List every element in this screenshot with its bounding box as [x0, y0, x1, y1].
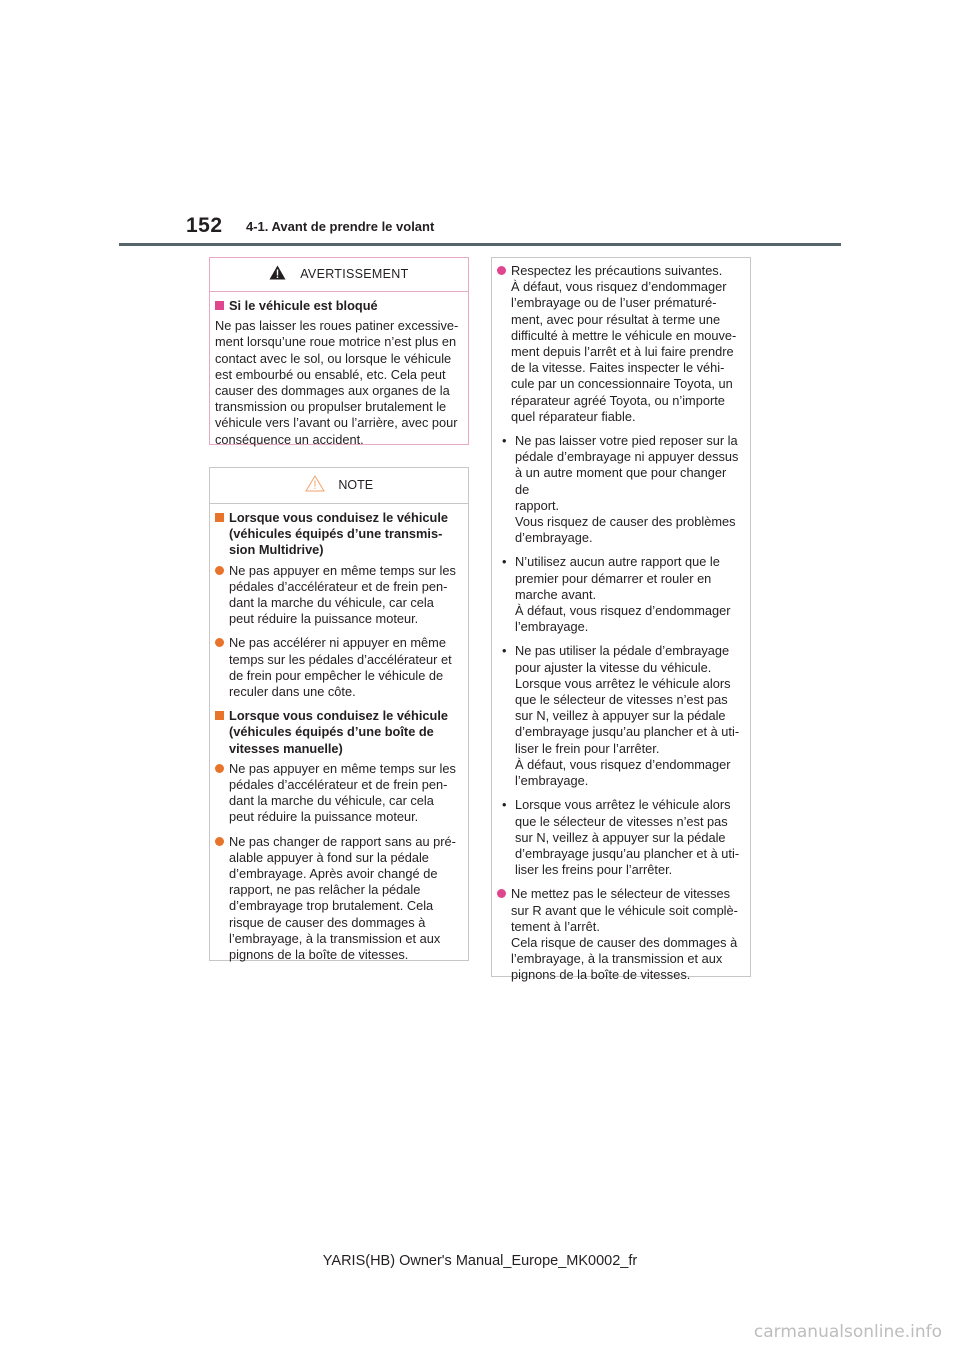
warning-header [210, 258, 468, 292]
note-item: Respectez les précautions suivantes. À défaut, vous risquez d’endommager l’embrayage ou de l’user prématuré- ment, avec pour résultat à terme une difficulté à mettre le véhicule en mouve- ment depuis l’arrêt et à lui faire prendre de la vitesse. Faites inspecter le véhi- cule par un concessionnaire Toyota, un réparateur agréé Toyota, ou n’importe quel réparateur fiable. [497, 263, 742, 425]
note-item: Ne pas appuyer en même temps sur les pédales d’accélérateur et de frein pen- dant la marche du véhicule, car cela peut réduire la puissance moteur. [215, 563, 460, 628]
warning-title: AVERTISSEMENT [300, 267, 409, 281]
footer-text: YARIS(HB) Owner's Manual_Europe_MK0002_fr [322, 1253, 638, 1269]
warning-triangle-icon [269, 265, 286, 283]
warning-box [209, 257, 469, 445]
continued-note-box [491, 257, 751, 983]
note-item: Ne pas accélérer ni appuyer en même temps sur les pédales d’accélérateur et de frein pour empêcher le véhicule de reculer dans une côte. [215, 635, 460, 700]
watermark: carmanualsonline.info [753, 1322, 942, 1342]
note-heading-multidrive: Lorsque vous conduisez le véhicule (véhicules équipés d’une transmis- sion Multidrive) [215, 510, 460, 559]
caution-triangle-icon [305, 475, 325, 495]
warning-heading: Si le véhicule est bloqué [215, 298, 460, 314]
page-number: 152 [186, 214, 223, 237]
header-rule [119, 243, 841, 246]
note-title: NOTE [338, 478, 374, 492]
note-heading-manual: Lorsque vous conduisez le véhicule (véhicules équipés d’une boîte de vitesses manuelle) [215, 708, 460, 757]
bullet-item: • Ne pas utiliser la pédale d’embrayage pour ajuster la vitesse du véhicule. Lorsque vous arrêtez le véhicule alors que le sélecteur de vitesses n’est pas sur N, veillez à appuyer sur la pédale d’embrayage jusqu’au plancher et à uti- liser le frein pour l’arrêter. À défaut, vous risquez d’endommager l’embrayage. [497, 643, 742, 789]
note-header [210, 468, 468, 504]
warning-text: Ne pas laisser les roues patiner excessive- ment lorsqu’une roue motrice n’est plus en contact avec le sol, ou lorsque le véhicule est embourbé ou ensablé, etc. Cela peut causer des dommages aux organes de la transmission ou propulser brutalement le véhicule vers l’avant ou l’arrière, avec pour conséquence un accident. [215, 318, 459, 447]
note-box [209, 467, 469, 961]
bullet-item: • Ne pas laisser votre pied reposer sur la pédale d’embrayage ni appuyer dessus à un autre moment que pour changer de rapport. Vous risquez de causer des problèmes d’embrayage. [497, 433, 742, 546]
note-item: Ne pas appuyer en même temps sur les pédales d’accélérateur et de frein pen- dant la marche du véhicule, car cela peut réduire la puissance moteur. [215, 761, 460, 826]
note-item: Ne pas changer de rapport sans au pré- alable appuyer à fond sur la pédale d’embrayage. Après avoir changé de rapport, ne pas relâcher la pédale d’embrayage trop brutalement. Cela risque de causer des dommages à l’embrayage, à la transmission et aux pignons de la boîte de vitesses. [215, 834, 460, 964]
note-item: Ne mettez pas le sélecteur de vitesses sur R avant que le véhicule soit complè- tement à l’arrêt. Cela risque de causer des dommages à l’embrayage, à la transmission et aux pignons de la boîte de vitesses. [497, 886, 742, 983]
bullet-item: • Lorsque vous arrêtez le véhicule alors que le sélecteur de vitesses n’est pas sur N, veillez à appuyer sur la pédale d’embrayage jusqu’au plancher et à uti- liser les freins pour l’arrêter. [497, 797, 742, 878]
bullet-item: • N’utilisez aucun autre rapport que le premier pour démarrer et rouler en marche avant. À défaut, vous risquez d’endommager l’embrayage. [497, 554, 742, 635]
section-title: 4-1. Avant de prendre le volant [246, 219, 435, 234]
